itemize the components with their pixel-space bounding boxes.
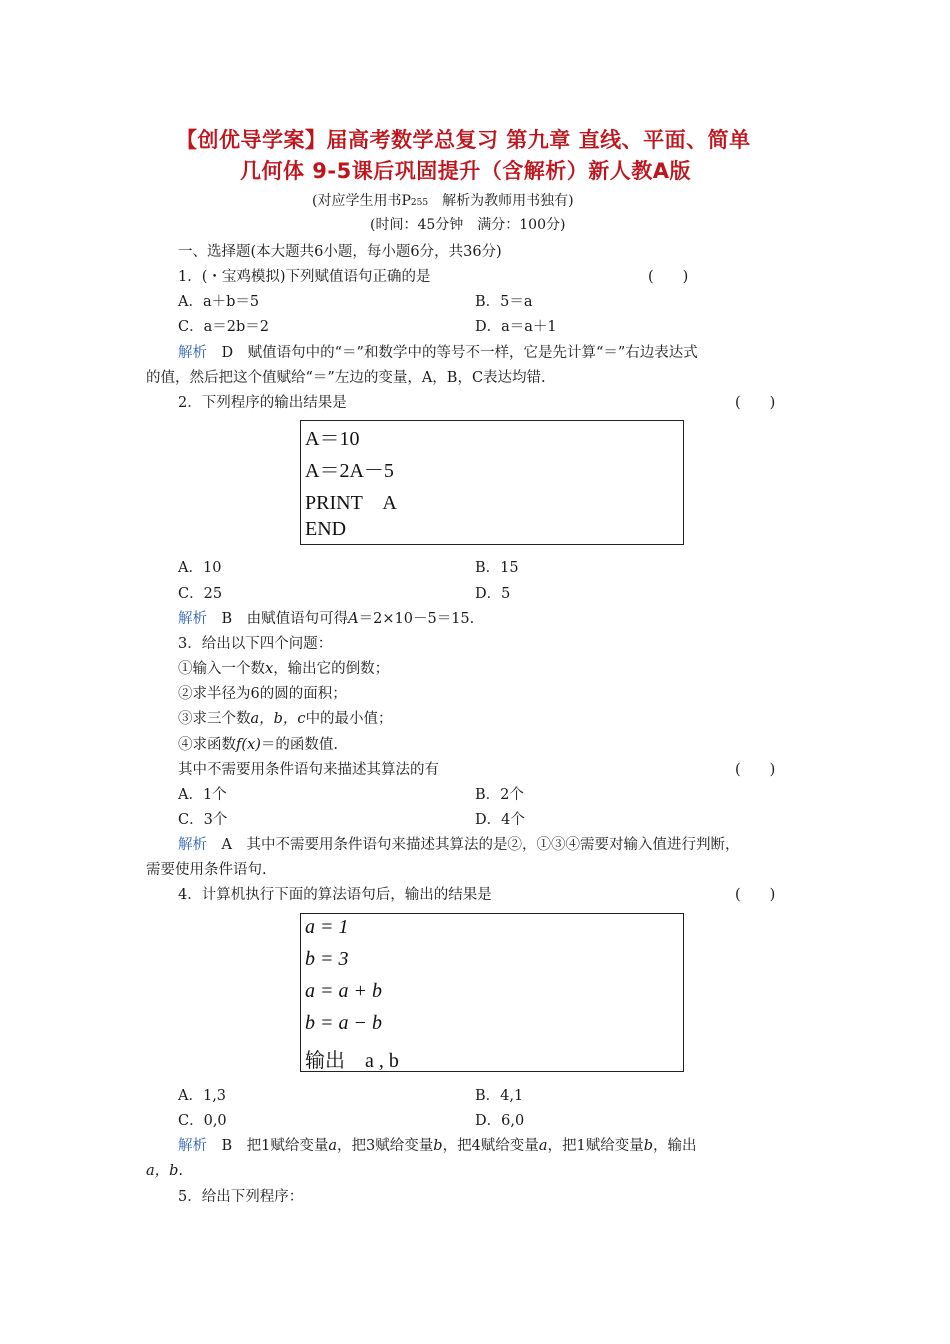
q4-analysis-part: ，输出 bbox=[653, 1138, 697, 1154]
analysis-label: 解析 bbox=[178, 345, 207, 361]
q2-analysis-var: A bbox=[348, 611, 359, 627]
q2-program-box bbox=[300, 420, 684, 545]
q2-option-c: C．25 bbox=[178, 586, 223, 602]
q3-item-2: ②求半径为6的圆的面积； bbox=[178, 686, 347, 702]
q3-item-3-post: 中的最小值； bbox=[305, 711, 393, 727]
q4-stem: 4．计算机执行下面的算法语句后，输出的结果是 bbox=[178, 887, 492, 903]
q2-answer-blank: ( ) bbox=[735, 395, 776, 411]
q4-program-box bbox=[300, 913, 684, 1072]
q4-analysis-part: ，把1赋给变量 bbox=[547, 1138, 644, 1154]
q2-option-a: A．10 bbox=[178, 560, 222, 576]
q3-analysis-text1: A 其中不需要用条件语句来描述其算法的是②，①③④需要对输入值进行判断， bbox=[221, 837, 740, 853]
doc-title-line1: 【创优导学案】届高考数学总复习 第九章 直线、平面、简单 bbox=[176, 128, 751, 152]
time-note: (时间：45分钟 满分：100分) bbox=[370, 217, 566, 233]
q3-item-4-pre: ④求函数 bbox=[178, 737, 236, 753]
q1-stem: 1．(・宝鸡模拟)下列赋值语句正确的是 bbox=[178, 269, 431, 285]
q4-analysis-line2: a，b. bbox=[146, 1163, 184, 1179]
q3-answer-blank: ( ) bbox=[735, 762, 776, 778]
q3-item-4 bbox=[178, 733, 338, 754]
q3-option-c: C．3个 bbox=[178, 812, 228, 828]
q3-stem: 3．给出以下四个问题： bbox=[178, 636, 333, 652]
q2-analysis bbox=[178, 607, 474, 628]
q3-item-1 bbox=[178, 657, 389, 678]
q4-analysis-var: b bbox=[643, 1138, 653, 1154]
q4-option-a: A．1,3 bbox=[178, 1088, 227, 1104]
q1-option-a: A．a＋b＝5 bbox=[178, 294, 260, 310]
q4-analysis-part: ，把3赋给变量 bbox=[337, 1138, 434, 1154]
q4-code-line: a = 1 bbox=[305, 916, 349, 938]
q1-analysis-text1: D 赋值语句中的“＝”和数学中的等号不一样，它是先计算“＝”右边表达式 bbox=[221, 345, 698, 361]
q1-answer-blank: ( ) bbox=[648, 269, 689, 285]
q2-code-line: PRINT A bbox=[305, 492, 397, 514]
q3-item-4-post: ＝的函数值. bbox=[260, 737, 338, 753]
q4-answer-blank: ( ) bbox=[735, 887, 776, 903]
q1-option-b: B．5＝a bbox=[475, 294, 533, 310]
reference-note bbox=[312, 190, 574, 210]
q1-option-d: D．a＝a＋1 bbox=[475, 319, 557, 335]
doc-title-line2: 几何体 9-5课后巩固提升（含解析）新人教A版 bbox=[240, 159, 692, 183]
q3-item-3-pre: ③求三个数 bbox=[178, 711, 251, 727]
analysis-label: 解析 bbox=[178, 837, 207, 853]
q3-option-b: B．2个 bbox=[475, 787, 524, 803]
q2-code-line: A＝2A－5 bbox=[305, 460, 394, 482]
q2-option-b: B．15 bbox=[475, 560, 519, 576]
q4-analysis-part: B 把1赋给变量 bbox=[221, 1138, 329, 1154]
q3-option-d: D．4个 bbox=[475, 812, 525, 828]
reference-prefix: (对应学生用书P bbox=[312, 193, 411, 209]
q4-code-line: b = 3 bbox=[305, 948, 349, 970]
q3-item-3 bbox=[178, 707, 393, 728]
q2-stem: 2．下列程序的输出结果是 bbox=[178, 395, 347, 411]
reference-suffix: 解析为教师用书独有) bbox=[428, 193, 574, 209]
analysis-label: 解析 bbox=[178, 1138, 207, 1154]
q4-analysis-var: a bbox=[538, 1138, 548, 1154]
q3-analysis-line2: 需要使用条件语句. bbox=[146, 862, 267, 878]
q3-option-a: A．1个 bbox=[178, 787, 227, 803]
q3-item-3-vars: a，b，c bbox=[250, 711, 306, 727]
q1-analysis-line1 bbox=[178, 341, 698, 362]
q4-analysis-var: a bbox=[328, 1138, 338, 1154]
q2-analysis-post: ＝2×10－5＝15. bbox=[358, 611, 475, 627]
reference-page: 255 bbox=[410, 198, 429, 208]
q4-analysis-part: ，把4赋给变量 bbox=[442, 1138, 539, 1154]
q2-analysis-pre: B 由赋值语句可得 bbox=[221, 611, 349, 627]
section-heading: 一、选择题(本大题共6小题，每小题6分，共36分) bbox=[178, 244, 502, 260]
q4-analysis-var: b bbox=[433, 1138, 443, 1154]
q3-item-1-post: ，输出它的倒数； bbox=[273, 661, 390, 677]
q5-stem: 5．给出下列程序： bbox=[178, 1189, 304, 1205]
q2-code-line: END bbox=[305, 518, 347, 540]
q3-item-1-var: x bbox=[265, 661, 274, 677]
q3-analysis-line1 bbox=[178, 833, 739, 854]
q1-option-c: C．a＝2b＝2 bbox=[178, 319, 269, 335]
q4-code-line: a = a + b bbox=[305, 980, 382, 1002]
q3-item-1-pre: ①输入一个数 bbox=[178, 661, 265, 677]
q3-tail: 其中不需要用条件语句来描述其算法的有 bbox=[178, 762, 439, 778]
q4-option-c: C．0,0 bbox=[178, 1113, 227, 1129]
q4-analysis-line1 bbox=[178, 1134, 697, 1155]
q4-option-d: D．6,0 bbox=[475, 1113, 525, 1129]
q1-analysis-line2: 的值，然后把这个值赋给“＝”左边的变量，A，B，C表达均错. bbox=[146, 370, 546, 386]
q2-code-line: A＝10 bbox=[305, 428, 360, 450]
q3-item-4-fx: f(x) bbox=[236, 737, 261, 753]
q4-code-line: b = a − b bbox=[305, 1012, 382, 1034]
q4-code-line: 输出 a , b bbox=[305, 1050, 399, 1072]
analysis-label: 解析 bbox=[178, 611, 207, 627]
q2-option-d: D．5 bbox=[475, 586, 511, 602]
q4-option-b: B．4,1 bbox=[475, 1088, 524, 1104]
